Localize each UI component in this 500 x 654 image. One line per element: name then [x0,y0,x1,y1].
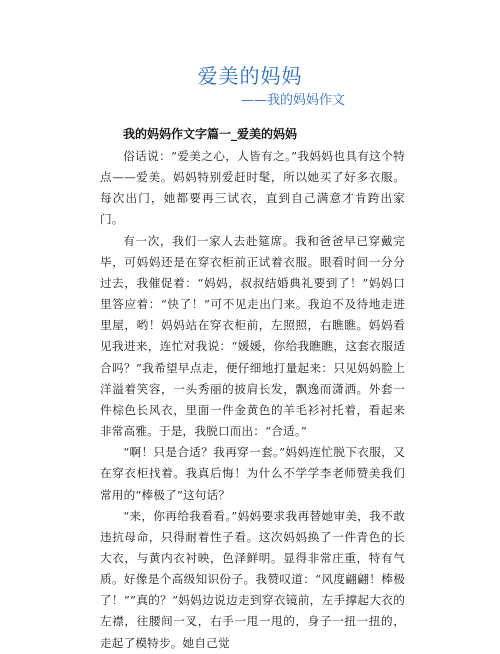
paragraph-3: “啊！只是合适？我再穿一套。”妈妈连忙脱下衣服，又在穿衣柜找着。我真后悔！为什么不学学李老师赞美我们常用的“棒极了”这句话？ [100,445,405,502]
paragraph-1: 俗话说：“爱美之心，人皆有之。”我妈妈也具有这个特点——爱美。妈妈特别爱赶时髦，所以她买了好多衣服。每次出门，她都要再三试衣，直到自己满意才肯跨出家门。 [100,149,405,227]
paragraph-4: “来，你再给我看看。”妈妈要求我再替她审美，我不敢违抗母命，只得耐着性子看。这次妈妈换了一件青色的长大衣，与黄内衣衬映，色泽鲜明。显得非常庄重，特有气质。好像是个高级知识份子。我赞叹道：“风度翩翩！棒极了！”“真的？”妈妈边说边走到穿衣镜前，左手撑起大衣的左襟，往腰间一叉，右手一甩一甩的，身子一扭一扭的，走起了模特步。她自己觉 [100,508,405,650]
document-title: 爱美的妈妈 [197,64,303,88]
section-heading: 我的妈妈作文字篇一_爱美的妈妈 [123,127,298,141]
paragraph-2: 有一次，我们一家人去赴筵席。我和爸爸早已穿戴完毕，可妈妈还是在穿衣柜前正试着衣服。眼看时间一分分过去，我催促着：“妈妈，叔叔结婚典礼要到了！”妈妈口里答应着：“快了！”可不见走出门来。我迫不及待地走进里屋，哟！妈妈站在穿衣柜前，左照照，右瞧瞧。妈妈看见我进来，连忙对我说：“媛媛，你给我瞧瞧，这套衣服适合吗？”我希望早点走，便仔细地打量起来：只见妈妈脸上洋溢着笑容，一头秀丽的披肩长发，飘逸而潇洒。外套一件棕色长风衣，里面一件金黄色的羊毛衫衬托着，看起来非常高雅。于是，我脱口而出：“合适。” [100,233,405,439]
article-body [100,146,405,654]
document-subtitle: ——我的妈妈作文 [240,93,345,108]
